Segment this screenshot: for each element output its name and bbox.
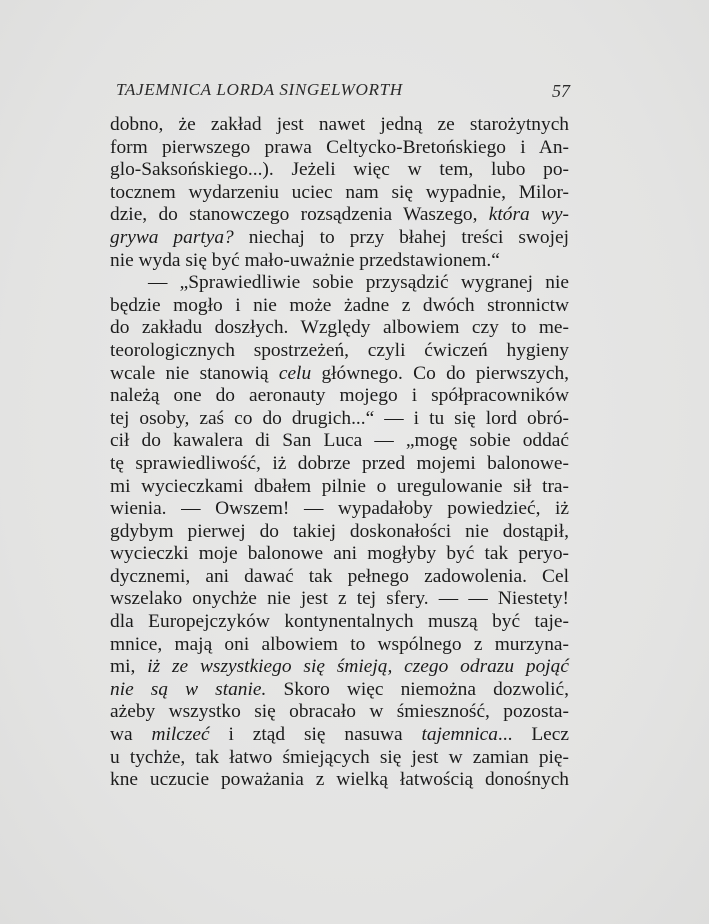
text-run: wycieczki moje balonowe ani mogłyby być tak peryo- — [110, 543, 569, 565]
text-run: do zakładu doszłych. Względy albowiem czy to me- — [110, 317, 569, 339]
text-run: dobno, że zakład jest nawet jedną ze starożytnych — [110, 114, 569, 135]
text-line — [110, 408, 569, 431]
text-run: i ztąd się nasuwa — [209, 724, 422, 746]
italic-text: tajemnica — [421, 724, 498, 746]
text-run: dycznemi, ani dawać tak pełnego zadowolenia. Cel — [110, 565, 569, 587]
text-line — [110, 272, 569, 295]
text-run: mi wycieczkami dbałem pilnie o uregulowanie sił tra- — [110, 475, 569, 497]
text-run: wienia. — Owszem! — wypadałoby powiedzieć, iż — [110, 498, 569, 520]
text-run: ażeby wszystko się obracało w śmieszność, pozosta- — [110, 701, 569, 723]
italic-text: nie są w stanie. — [110, 678, 267, 700]
running-head — [116, 80, 570, 106]
text-line — [110, 543, 569, 566]
text-run: kne uczucie poważania z wielką łatwością donośnych — [110, 769, 569, 791]
text-run: niechaj to przy błahej treści swojej — [233, 226, 569, 248]
italic-text: która wy- — [488, 204, 569, 226]
text-run: głównego. Co do pierwszych, — [311, 362, 569, 384]
body-text — [110, 114, 569, 792]
text-line — [110, 521, 569, 544]
text-run: teorologicznych spostrzeżeń, czyli ćwiczeń hygieny — [110, 339, 569, 361]
text-run: wa — [110, 724, 152, 746]
text-line — [110, 679, 569, 702]
text-line — [110, 137, 569, 160]
text-run: mi, — [110, 656, 148, 678]
text-line — [110, 295, 569, 318]
text-run: cił do kawalera di San Luca — „mogę sobie oddać — [110, 430, 569, 452]
text-run: dla Europejczyków kontynentalnych muszą być taje- — [110, 611, 569, 633]
text-run: glo-Saksońskiego...). Jeżeli więc w tem, lubo po- — [110, 159, 569, 181]
text-run: — „Sprawiedliwie sobie przysądzić wygranej nie — [148, 272, 569, 294]
text-line — [110, 634, 569, 657]
text-line — [110, 611, 569, 634]
text-line — [110, 159, 569, 182]
text-run: tej osoby, zaś co do drugich...“ — i tu się lord obró- — [110, 407, 569, 429]
running-title: TAJEMNICA LORDA SINGELWORTH — [116, 80, 403, 99]
text-run: tę sprawiedliwość, iż dobrze przed mojemi balonowe- — [110, 452, 569, 474]
text-line — [110, 363, 569, 386]
text-line — [110, 566, 569, 589]
text-line — [110, 701, 569, 724]
text-line — [110, 227, 569, 250]
text-line — [110, 724, 569, 747]
italic-text: milczeć — [151, 724, 210, 746]
text-run: wszelako onychże nie jest z tej sfery. — — Niestety! — [110, 588, 569, 610]
text-run: ... Lecz — [497, 724, 569, 746]
text-line — [110, 430, 569, 453]
text-line — [110, 385, 569, 408]
text-run: form pierwszego prawa Celtycko-Bretońskiego i An- — [110, 136, 569, 158]
text-run: wcale nie stanowią — [110, 362, 279, 384]
italic-text: celu — [278, 362, 312, 384]
text-line — [110, 476, 569, 499]
text-line — [110, 498, 569, 521]
text-run: dzie, do stanowczego rozsądzenia Waszego, — [110, 204, 489, 226]
text-run: nie wyda się być mało-uważnie przedstawionem.“ — [110, 249, 500, 271]
text-line — [110, 656, 569, 679]
italic-text: grywa partya? — [110, 226, 234, 248]
text-run: u tychże, tak łatwo śmiejących się jest w zamian pię- — [110, 746, 569, 768]
text-run: Skoro więc niemożna dozwolić, — [266, 678, 569, 700]
text-line — [110, 204, 569, 227]
text-line — [110, 317, 569, 340]
text-line — [110, 182, 569, 205]
text-run: należą one do aeronauty mojego i spółpracowników — [110, 385, 569, 407]
italic-text: iż ze wszystkiego się śmieją, czego odrazu pojąć — [147, 656, 569, 678]
text-run: będzie mogło i nie może żadne z dwóch stronnictw — [110, 294, 569, 316]
text-line — [110, 250, 569, 273]
text-run: gdybym pierwej do takiej doskonałości nie dostąpił, — [110, 520, 569, 542]
text-run: tocznem wydarzeniu uciec nam się wypadnie, Milor- — [110, 181, 569, 203]
text-line — [110, 114, 569, 137]
text-line — [110, 769, 569, 792]
page-number: 57 — [552, 81, 570, 101]
text-line — [110, 453, 569, 476]
text-run: mnice, mają oni albowiem to wspólnego z murzyna- — [110, 633, 569, 655]
text-line — [110, 747, 569, 770]
text-line — [110, 340, 569, 363]
text-line — [110, 588, 569, 611]
